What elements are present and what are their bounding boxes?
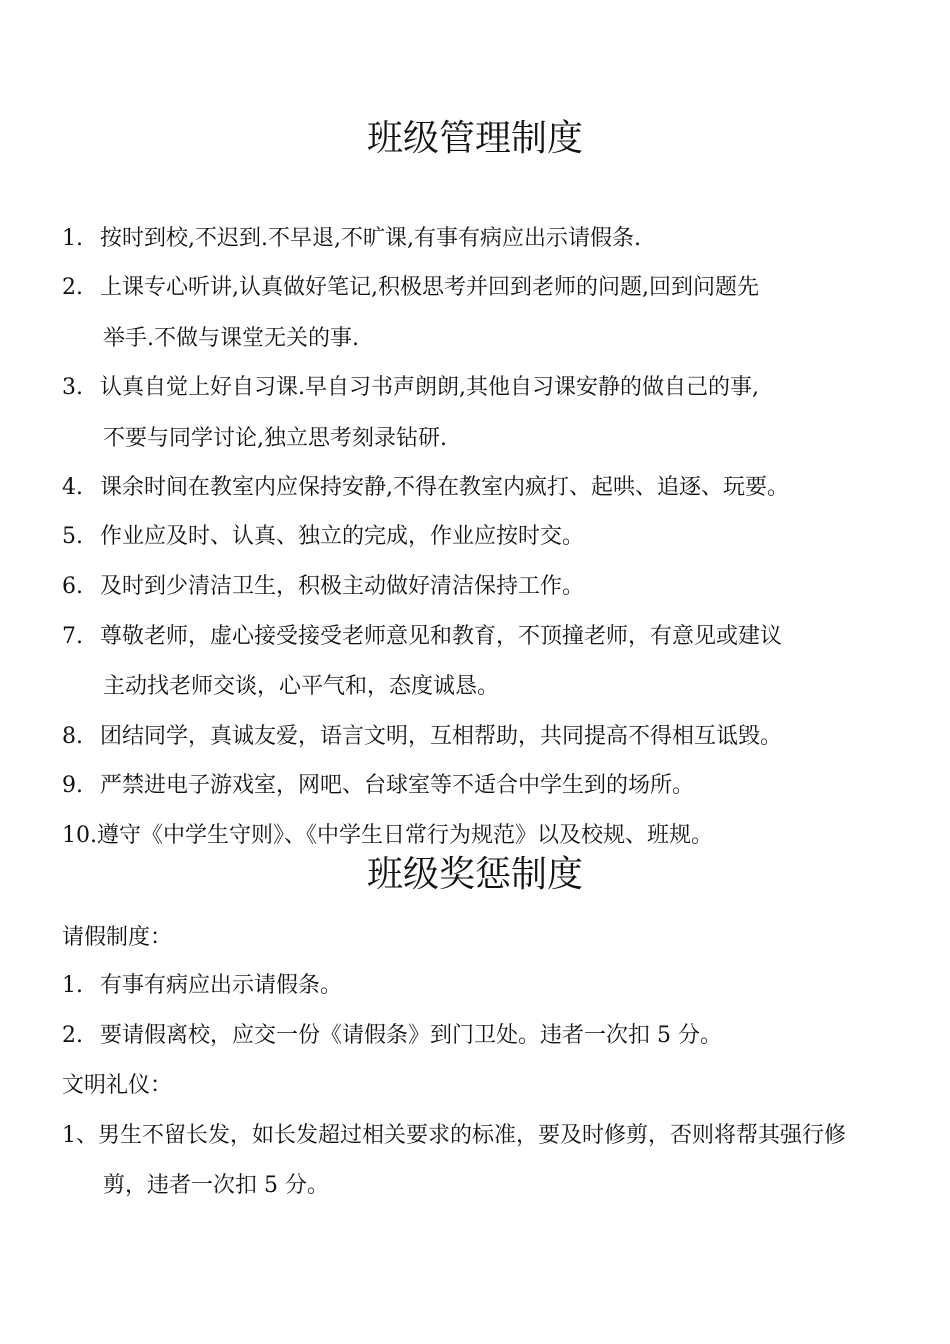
list-item-text: 要请假离校，应交一份《请假条》到门卫处。违者一次扣 5 分。 [100,1023,722,1048]
section-heading: 请假制度： [62,925,173,950]
list-item-text: 尊敬老师，虚心接受接受老师意见和教育，不顶撞老师，有意见或建议 [100,624,783,649]
list-item-text: 作业应及时、认真、独立的完成，作业应按时交。 [100,524,585,549]
list-item [62,224,641,254]
list-item [62,522,584,552]
section-title: 班级奖惩制度 [366,854,583,895]
list-item-number: 3. [62,375,83,400]
list-item [62,572,584,602]
list-item [62,473,789,503]
list-item-number: 4. [62,475,83,500]
list-item-number: 10. [62,823,97,848]
list-item-number: 8. [62,724,83,749]
list-item [62,771,694,801]
list-item-text: 有事有病应出示请假条。 [100,973,343,998]
list-item [62,971,342,1001]
list-item-number: 7. [62,624,83,649]
list-item-text: 课余时间在教室内应保持安静,不得在教室内疯打、起哄、追逐、玩要。 [100,475,789,500]
list-item-text: 及时到少清洁卫生，积极主动做好清洁保持工作。 [100,574,585,599]
list-item-text: 团结同学，真诚友爱，语言文明，互相帮助，共同提高不得相互诋毁。 [100,724,783,749]
list-item [62,273,759,303]
list-item-continuation: 不要与同学讨论,独立思考刻录钻研. [103,426,447,451]
list-item-continuation: 举手.不做与课堂无关的事. [103,326,359,351]
page-title: 班级管理制度 [366,118,583,159]
list-item-continuation: 主动找老师交谈，心平气和，态度诚恳。 [103,674,500,699]
list-item: 1、男生不留长发，如长发超过相关要求的标准，要及时修剪，否则将帮其强行修 [62,1123,846,1148]
list-item [62,1021,722,1051]
list-item-text: 严禁进电子游戏室，网吧、台球室等不适合中学生到的场所。 [100,773,695,798]
list-item-number: 1. [62,226,83,251]
list-item-text: 上课专心听讲,认真做好笔记,积极思考并回到老师的问题,回到问题先 [100,275,759,300]
list-item-number: 2. [62,1023,83,1048]
list-item-text: 认真自觉上好自习课.早自习书声朗朗,其他自习课安静的做自己的事, [100,375,759,400]
list-item [62,722,782,752]
list-item [62,622,782,652]
list-item-continuation: 剪，违者一次扣 5 分。 [103,1173,329,1198]
list-item-text: 按时到校,不迟到.不早退,不旷课,有事有病应出示请假条. [100,226,641,251]
list-item-number: 2. [62,275,83,300]
list-item-number: 6. [62,574,83,599]
list-item-text: 遵守《中学生守则》、《中学生日常行为规范》以及校规、班规。 [97,823,714,848]
list-item [62,821,713,851]
list-item-number: 5. [62,524,83,549]
list-item-number: 1. [62,973,83,998]
list-item-number: 9. [62,773,83,798]
section-heading: 文明礼仪： [62,1073,173,1098]
list-item [62,373,759,403]
